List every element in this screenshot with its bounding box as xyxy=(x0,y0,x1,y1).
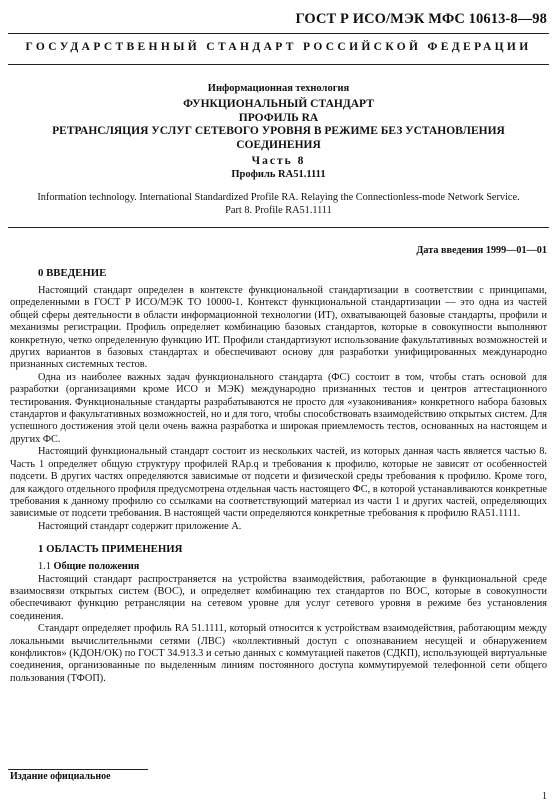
footer-rule xyxy=(8,769,148,770)
title-profile-id: Профиль RA51.1111 xyxy=(231,169,326,180)
page-number: 1 xyxy=(542,791,547,802)
english-title-line: Information technology. International Standardized Profile RA. Relaying the Connectionless-mode Network Service. xyxy=(37,192,520,203)
document-body xyxy=(10,266,547,685)
paragraph: Одна из наиболее важных задач функционального стандарта (ФС) состоит в том, чтобы стать основой для разработки (организациями кроме ИСО и МЭК) международно признанных тестов и центров аттестационного тестирования. Функциональные стандарты разрабатываются не просто для «узаконивания» конкретного набора базовых стандартов и факультативных возможностей, но и для того, чтобы способствовать взаимодействию открытых систем. Для успешного достижения этой цели очень важна разработка и широкая приемлемость тестов, основанных на настоящем и других ФС. xyxy=(10,371,547,445)
title-relaying: РЕТРАНСЛЯЦИЯ УСЛУГ СЕТЕВОГО УРОВНЯ В РЕЖИМЕ БЕЗ УСТАНОВЛЕНИЯ xyxy=(52,125,505,137)
standard-id: ГОСТ Р ИСО/МЭК МФС 10613-8—98 xyxy=(295,11,547,27)
title-rule xyxy=(8,227,549,228)
paragraph: Стандарт определяет профиль RA 51.1111, который относится к устройствам взаимодействия, работающим между локальными вычислительными сетями (ЛВС) «коллективный доступ с опознаванием несущей и обнаружением конфликтов» (КДОН/ОК) по ГОСТ 34.913.3 и сетью данных с коммутацией пакетов (СДКП), использующей виртуальные соединения, организованные по выделенным линиям постоянного доступа коммутируемой телефонной сети общего пользования (ТФОП). xyxy=(10,623,547,684)
title-profile-ra: ПРОФИЛЬ RA xyxy=(238,111,319,124)
section-heading-scope: 1 ОБЛАСТЬ ПРИМЕНЕНИЯ xyxy=(38,543,183,556)
paragraph: Настоящий функциональный стандарт состоит из нескольких частей, из которых данная часть является частью 8. Часть 1 определяет общую структуру профилей RAp.q и требования к профилю, которые не зависят от особенностей подсети. В других частях определяются зависимые от подсети и физической среды требования к профилю. Кроме того, для каждого отдельного профиля предусмотрена отдельная часть настоящего ФС, в которой устанавливаются конкретные требования к данному профилю со ссылками на соответствующий материал из части 1 и других частей, определяющих зависимые от подсети требования. В настоящей части определяются конкретные требования к профилю RA51.1111. xyxy=(10,446,547,520)
official-edition-note: Издание официальное xyxy=(10,771,111,782)
paragraph: Настоящий стандарт определен в контексте функциональной стандартизации в соответствии с принципами, определенными в ГОСТ Р ИСО/МЭК ТО 10000-1. Контекст функциональной стандартизации — это одна из частей общей сферы деятельности в области информационной технологии (ИТ), охватывающей базовые стандарты, профили и механизмы регистрации. Профиль определяет комбинацию базовых стандартов, которые в совокупности выполняют конкретную, четко определенную функцию ИТ. Профили стандартизуют использование факультативных возможностей и других вариантов в базовых стандартах и обеспечивают основу для разработки унифицированных международно признанных системных тестов. xyxy=(10,285,547,371)
title-part: Часть 8 xyxy=(251,155,306,167)
top-rule xyxy=(8,33,549,34)
title-functional-standard: ФУНКЦИОНАЛЬНЫЙ СТАНДАРТ xyxy=(183,98,374,110)
english-title xyxy=(14,191,543,217)
subsection-heading xyxy=(10,561,547,573)
title-connection: СОЕДИНЕНИЯ xyxy=(236,138,321,151)
subsection-title: Общие положения xyxy=(53,561,140,573)
intro-date: Дата введения 1999—01—01 xyxy=(416,245,547,256)
standard-banner: ГОСУДАРСТВЕННЫЙ СТАНДАРТ РОССИЙСКОЙ ФЕДЕРАЦИИ xyxy=(25,41,532,53)
title-block xyxy=(0,82,557,182)
section-heading-introduction: 0 ВВЕДЕНИЕ xyxy=(38,267,107,279)
english-title-part: Part 8. Profile RA51.1111 xyxy=(225,205,332,216)
subsection-number: 1.1 xyxy=(38,561,51,573)
banner-rule xyxy=(8,64,549,65)
title-subject: Информационная технология xyxy=(207,83,350,94)
paragraph: Настоящий стандарт содержит приложение А. xyxy=(38,520,242,532)
paragraph: Настоящий стандарт распространяется на устройства взаимодействия, работающие в функциональной среде взаимосвязи открытых систем (ВОС), и определяет комбинацию тех стандартов по ВОС, которые в совокупности обеспечивают функцию ретрансляции на сетевом уровне для услуг сетевого уровня в режиме без установления соединения. xyxy=(10,573,547,622)
